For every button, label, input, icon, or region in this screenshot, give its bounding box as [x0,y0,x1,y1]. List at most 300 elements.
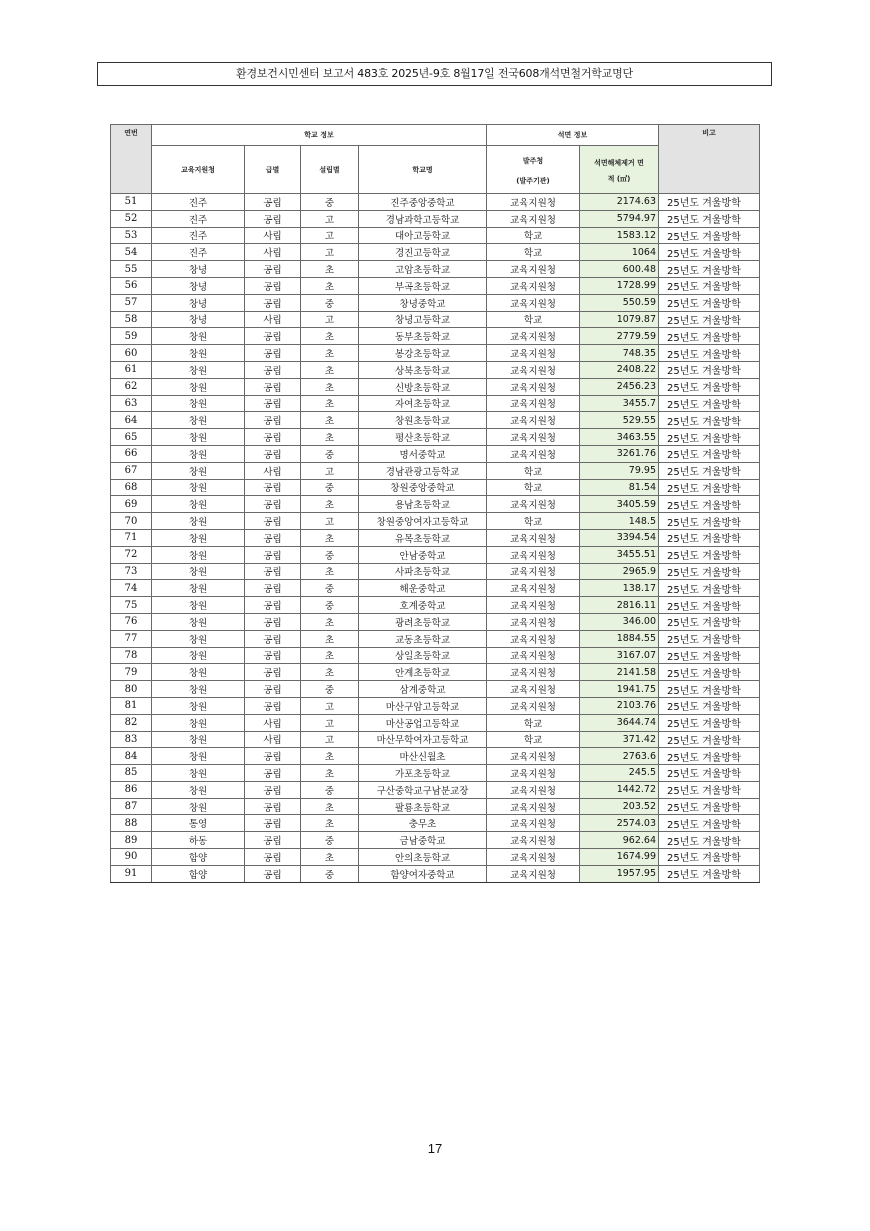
type-cell: 공립 [245,798,301,815]
area-cell: 2763.6 [580,748,659,765]
area-cell: 245.5 [580,765,659,782]
area-cell: 81.54 [580,479,659,496]
orderer-cell: 학교 [487,714,580,731]
type-cell: 공립 [245,765,301,782]
school-name-cell: 안남중학교 [359,546,487,563]
table-row [111,395,760,412]
type-cell: 공립 [245,865,301,882]
note-cell: 25년도 겨울방학 [659,613,760,630]
office-cell: 창원 [152,597,245,614]
office-cell: 창원 [152,513,245,530]
serial-cell: 64 [111,412,152,429]
orderer-cell: 교육지원청 [487,378,580,395]
area-cell: 2574.03 [580,815,659,832]
area-cell: 3455.7 [580,395,659,412]
type-cell: 공립 [245,412,301,429]
table-row [111,210,760,227]
school-name-cell: 함양여자중학교 [359,865,487,882]
table-row [111,563,760,580]
office-cell: 창원 [152,479,245,496]
school-name-cell: 유목초등학교 [359,529,487,546]
note-cell: 25년도 겨울방학 [659,765,760,782]
office-cell: 창녕 [152,294,245,311]
area-cell: 962.64 [580,832,659,849]
table-row [111,277,760,294]
table-row [111,412,760,429]
table-row [111,345,760,362]
report-title: 환경보건시민센터 보고서 483호 2025년-9호 8월17일 전국608개석면철거학교명단 [97,62,772,86]
type-cell: 공립 [245,361,301,378]
serial-cell: 84 [111,748,152,765]
serial-cell: 72 [111,546,152,563]
note-cell: 25년도 겨울방학 [659,731,760,748]
orderer-cell: 교육지원청 [487,395,580,412]
school-name-cell: 안계초등학교 [359,664,487,681]
table-row [111,462,760,479]
office-cell: 창녕 [152,261,245,278]
area-cell: 203.52 [580,798,659,815]
table-row [111,479,760,496]
level-cell: 중 [301,546,359,563]
serial-cell: 59 [111,328,152,345]
area-column-header [580,146,659,194]
orderer-cell: 교육지원청 [487,832,580,849]
office-cell: 창원 [152,681,245,698]
note-cell: 25년도 겨울방학 [659,714,760,731]
note-cell: 25년도 겨울방학 [659,748,760,765]
orderer-cell: 교육지원청 [487,328,580,345]
orderer-header-line2: (발주기관) [516,176,550,185]
area-cell: 346.00 [580,613,659,630]
note-cell: 25년도 겨울방학 [659,445,760,462]
serial-cell: 80 [111,681,152,698]
school-name-cell: 가포초등학교 [359,765,487,782]
type-cell: 공립 [245,832,301,849]
serial-cell: 69 [111,496,152,513]
orderer-cell: 교육지원청 [487,345,580,362]
area-cell: 1079.87 [580,311,659,328]
table-row [111,832,760,849]
area-cell: 2456.23 [580,378,659,395]
area-cell: 2103.76 [580,697,659,714]
level-cell: 중 [301,194,359,211]
school-name-cell: 경남과학고등학교 [359,210,487,227]
type-cell: 공립 [245,849,301,866]
office-cell: 창원 [152,378,245,395]
school-name-cell: 충무초 [359,815,487,832]
school-name-cell: 광려초등학교 [359,613,487,630]
level-cell: 중 [301,832,359,849]
school-name-cell: 안의초등학교 [359,849,487,866]
area-cell: 748.35 [580,345,659,362]
orderer-cell: 학교 [487,513,580,530]
office-column-header: 교육지원청 [152,146,245,194]
level-cell: 초 [301,261,359,278]
school-name-cell: 창원초등학교 [359,412,487,429]
group-header-row [111,125,760,146]
level-cell: 초 [301,563,359,580]
school-name-cell: 해운중학교 [359,580,487,597]
serial-cell: 90 [111,849,152,866]
orderer-cell: 교육지원청 [487,630,580,647]
level-cell: 초 [301,429,359,446]
table-row [111,580,760,597]
table-row [111,849,760,866]
serial-cell: 78 [111,647,152,664]
serial-cell: 76 [111,613,152,630]
orderer-cell: 교육지원청 [487,748,580,765]
orderer-cell: 학교 [487,311,580,328]
area-cell: 1884.55 [580,630,659,647]
type-cell: 공립 [245,277,301,294]
area-cell: 529.55 [580,412,659,429]
school-table [110,124,760,883]
type-cell: 공립 [245,210,301,227]
type-cell: 공립 [245,748,301,765]
level-cell: 고 [301,462,359,479]
school-name-cell: 평산초등학교 [359,429,487,446]
area-cell: 3167.07 [580,647,659,664]
orderer-cell: 교육지원청 [487,613,580,630]
type-cell: 공립 [245,563,301,580]
orderer-cell: 학교 [487,479,580,496]
school-name-cell: 용남초등학교 [359,496,487,513]
type-cell: 공립 [245,781,301,798]
type-cell: 공립 [245,613,301,630]
orderer-cell: 교육지원청 [487,546,580,563]
note-cell: 25년도 겨울방학 [659,832,760,849]
type-cell: 공립 [245,513,301,530]
area-cell: 3394.54 [580,529,659,546]
school-name-cell: 경남관광고등학교 [359,462,487,479]
note-cell: 25년도 겨울방학 [659,563,760,580]
table-row [111,630,760,647]
office-cell: 하동 [152,832,245,849]
level-cell: 중 [301,479,359,496]
area-header-line2: 적 (㎡) [607,174,631,183]
note-cell: 25년도 겨울방학 [659,395,760,412]
orderer-cell: 학교 [487,731,580,748]
level-cell: 초 [301,345,359,362]
note-cell: 25년도 겨울방학 [659,580,760,597]
orderer-cell: 교육지원청 [487,580,580,597]
school-name-cell: 마산무학여자고등학교 [359,731,487,748]
serial-cell: 52 [111,210,152,227]
orderer-cell: 교육지원청 [487,412,580,429]
serial-cell: 65 [111,429,152,446]
area-cell: 2779.59 [580,328,659,345]
level-cell: 초 [301,496,359,513]
serial-cell: 77 [111,630,152,647]
level-cell: 고 [301,244,359,261]
area-cell: 3405.59 [580,496,659,513]
type-cell: 사립 [245,731,301,748]
note-header: 비고 [659,125,760,194]
level-cell: 중 [301,781,359,798]
type-cell: 공립 [245,681,301,698]
type-cell: 공립 [245,395,301,412]
orderer-cell: 교육지원청 [487,697,580,714]
orderer-cell: 교육지원청 [487,194,580,211]
note-cell: 25년도 겨울방학 [659,345,760,362]
note-cell: 25년도 겨울방학 [659,529,760,546]
school-name-cell: 사파초등학교 [359,563,487,580]
table-body [111,194,760,883]
orderer-cell: 교육지원청 [487,865,580,882]
school-name-cell: 진주중앙중학교 [359,194,487,211]
serial-cell: 73 [111,563,152,580]
office-cell: 창원 [152,563,245,580]
orderer-cell: 교육지원청 [487,529,580,546]
type-cell: 공립 [245,345,301,362]
type-cell: 공립 [245,429,301,446]
orderer-cell: 교육지원청 [487,681,580,698]
table-row [111,529,760,546]
type-cell: 사립 [245,462,301,479]
type-cell: 공립 [245,261,301,278]
area-cell: 2141.58 [580,664,659,681]
type-cell: 공립 [245,697,301,714]
type-cell: 공립 [245,496,301,513]
office-cell: 창원 [152,395,245,412]
office-cell: 창원 [152,630,245,647]
school-name-cell: 구산중학교구남분교장 [359,781,487,798]
level-cell: 초 [301,849,359,866]
office-cell: 창원 [152,412,245,429]
table-row [111,697,760,714]
note-cell: 25년도 겨울방학 [659,462,760,479]
area-cell: 3463.55 [580,429,659,446]
note-cell: 25년도 겨울방학 [659,210,760,227]
type-cell: 공립 [245,815,301,832]
note-cell: 25년도 겨울방학 [659,681,760,698]
office-cell: 창원 [152,613,245,630]
table-row [111,445,760,462]
serial-cell: 71 [111,529,152,546]
area-cell: 1728.99 [580,277,659,294]
school-name-column-header: 학교명 [359,146,487,194]
serial-cell: 60 [111,345,152,362]
area-cell: 3455.51 [580,546,659,563]
type-cell: 공립 [245,664,301,681]
office-cell: 창원 [152,664,245,681]
orderer-header-line1: 발주청 [522,156,544,165]
type-cell: 공립 [245,294,301,311]
school-info-header: 학교 정보 [152,125,487,146]
type-cell: 공립 [245,647,301,664]
note-cell: 25년도 겨울방학 [659,261,760,278]
office-cell: 창원 [152,731,245,748]
serial-cell: 88 [111,815,152,832]
asbestos-info-header: 석면 정보 [487,125,659,146]
orderer-cell: 교육지원청 [487,815,580,832]
office-cell: 함양 [152,865,245,882]
note-cell: 25년도 겨울방학 [659,664,760,681]
level-cell: 초 [301,647,359,664]
note-cell: 25년도 겨울방학 [659,815,760,832]
area-cell: 2408.22 [580,361,659,378]
table-row [111,311,760,328]
table-row [111,244,760,261]
note-cell: 25년도 겨울방학 [659,849,760,866]
type-cell: 공립 [245,630,301,647]
serial-cell: 62 [111,378,152,395]
level-cell: 중 [301,597,359,614]
table-row [111,865,760,882]
school-name-cell: 마산신월초 [359,748,487,765]
area-cell: 1674.99 [580,849,659,866]
note-cell: 25년도 겨울방학 [659,496,760,513]
level-cell: 초 [301,277,359,294]
orderer-cell: 교육지원청 [487,563,580,580]
type-column-header: 설립별 [301,146,359,194]
level-cell: 초 [301,630,359,647]
serial-cell: 89 [111,832,152,849]
school-name-cell: 대아고등학교 [359,227,487,244]
orderer-cell: 교육지원청 [487,647,580,664]
orderer-cell: 교육지원청 [487,261,580,278]
table-row [111,664,760,681]
office-cell: 창원 [152,748,245,765]
office-cell: 창원 [152,429,245,446]
table-row [111,294,760,311]
office-cell: 창원 [152,798,245,815]
orderer-cell: 교육지원청 [487,294,580,311]
area-cell: 3644.74 [580,714,659,731]
school-name-cell: 봉강초등학교 [359,345,487,362]
area-cell: 1583.12 [580,227,659,244]
office-cell: 창원 [152,647,245,664]
office-cell: 창원 [152,445,245,462]
school-name-cell: 상북초등학교 [359,361,487,378]
orderer-cell: 교육지원청 [487,496,580,513]
serial-cell: 91 [111,865,152,882]
type-cell: 공립 [245,479,301,496]
level-cell: 고 [301,210,359,227]
table-row [111,328,760,345]
type-cell: 공립 [245,529,301,546]
note-cell: 25년도 겨울방학 [659,311,760,328]
serial-cell: 51 [111,194,152,211]
level-cell: 중 [301,865,359,882]
table-row [111,681,760,698]
table-row [111,798,760,815]
school-name-cell: 창녕고등학교 [359,311,487,328]
area-cell: 1064 [580,244,659,261]
office-cell: 함양 [152,849,245,866]
area-cell: 371.42 [580,731,659,748]
note-cell: 25년도 겨울방학 [659,781,760,798]
note-cell: 25년도 겨울방학 [659,194,760,211]
level-cell: 중 [301,445,359,462]
orderer-cell: 교육지원청 [487,210,580,227]
office-cell: 창원 [152,462,245,479]
area-cell: 1442.72 [580,781,659,798]
note-cell: 25년도 겨울방학 [659,798,760,815]
level-cell: 초 [301,798,359,815]
type-cell: 공립 [245,378,301,395]
type-cell: 공립 [245,445,301,462]
serial-cell: 75 [111,597,152,614]
serial-cell: 55 [111,261,152,278]
office-cell: 창녕 [152,277,245,294]
school-name-cell: 마산구암고등학교 [359,697,487,714]
serial-cell: 61 [111,361,152,378]
office-cell: 창원 [152,496,245,513]
table-row [111,647,760,664]
level-cell: 중 [301,294,359,311]
area-cell: 1941.75 [580,681,659,698]
type-cell: 사립 [245,311,301,328]
table-row [111,429,760,446]
level-cell: 초 [301,412,359,429]
level-cell: 초 [301,748,359,765]
office-cell: 창원 [152,765,245,782]
office-cell: 창원 [152,714,245,731]
office-cell: 창원 [152,580,245,597]
school-name-cell: 창녕중학교 [359,294,487,311]
serial-cell: 67 [111,462,152,479]
level-cell: 초 [301,815,359,832]
type-cell: 공립 [245,580,301,597]
note-cell: 25년도 겨울방학 [659,647,760,664]
level-cell: 초 [301,328,359,345]
level-cell: 고 [301,227,359,244]
level-cell: 고 [301,513,359,530]
area-cell: 2965.9 [580,563,659,580]
area-cell: 2816.11 [580,597,659,614]
table-row [111,361,760,378]
office-cell: 창원 [152,345,245,362]
note-cell: 25년도 겨울방학 [659,479,760,496]
serial-header: 연번 [111,125,152,194]
school-name-cell: 금남중학교 [359,832,487,849]
serial-cell: 57 [111,294,152,311]
level-cell: 초 [301,664,359,681]
serial-cell: 54 [111,244,152,261]
level-cell: 고 [301,311,359,328]
note-cell: 25년도 겨울방학 [659,513,760,530]
table-row [111,546,760,563]
school-name-cell: 창원중앙중학교 [359,479,487,496]
orderer-cell: 교육지원청 [487,429,580,446]
type-cell: 공립 [245,597,301,614]
orderer-cell: 교육지원청 [487,277,580,294]
school-name-cell: 마산공업고등학교 [359,714,487,731]
serial-cell: 56 [111,277,152,294]
area-cell: 1957.95 [580,865,659,882]
serial-cell: 87 [111,798,152,815]
orderer-cell: 교육지원청 [487,765,580,782]
orderer-cell: 교육지원청 [487,781,580,798]
office-cell: 통영 [152,815,245,832]
level-cell: 초 [301,395,359,412]
level-cell: 초 [301,378,359,395]
school-name-cell: 고암초등학교 [359,261,487,278]
table-row [111,378,760,395]
serial-cell: 66 [111,445,152,462]
note-cell: 25년도 겨울방학 [659,546,760,563]
area-cell: 5794.97 [580,210,659,227]
area-cell: 138.17 [580,580,659,597]
office-cell: 진주 [152,194,245,211]
page-number: 17 [427,1141,443,1156]
type-cell: 사립 [245,227,301,244]
note-cell: 25년도 겨울방학 [659,294,760,311]
orderer-cell: 교육지원청 [487,597,580,614]
office-cell: 진주 [152,227,245,244]
level-cell: 초 [301,529,359,546]
